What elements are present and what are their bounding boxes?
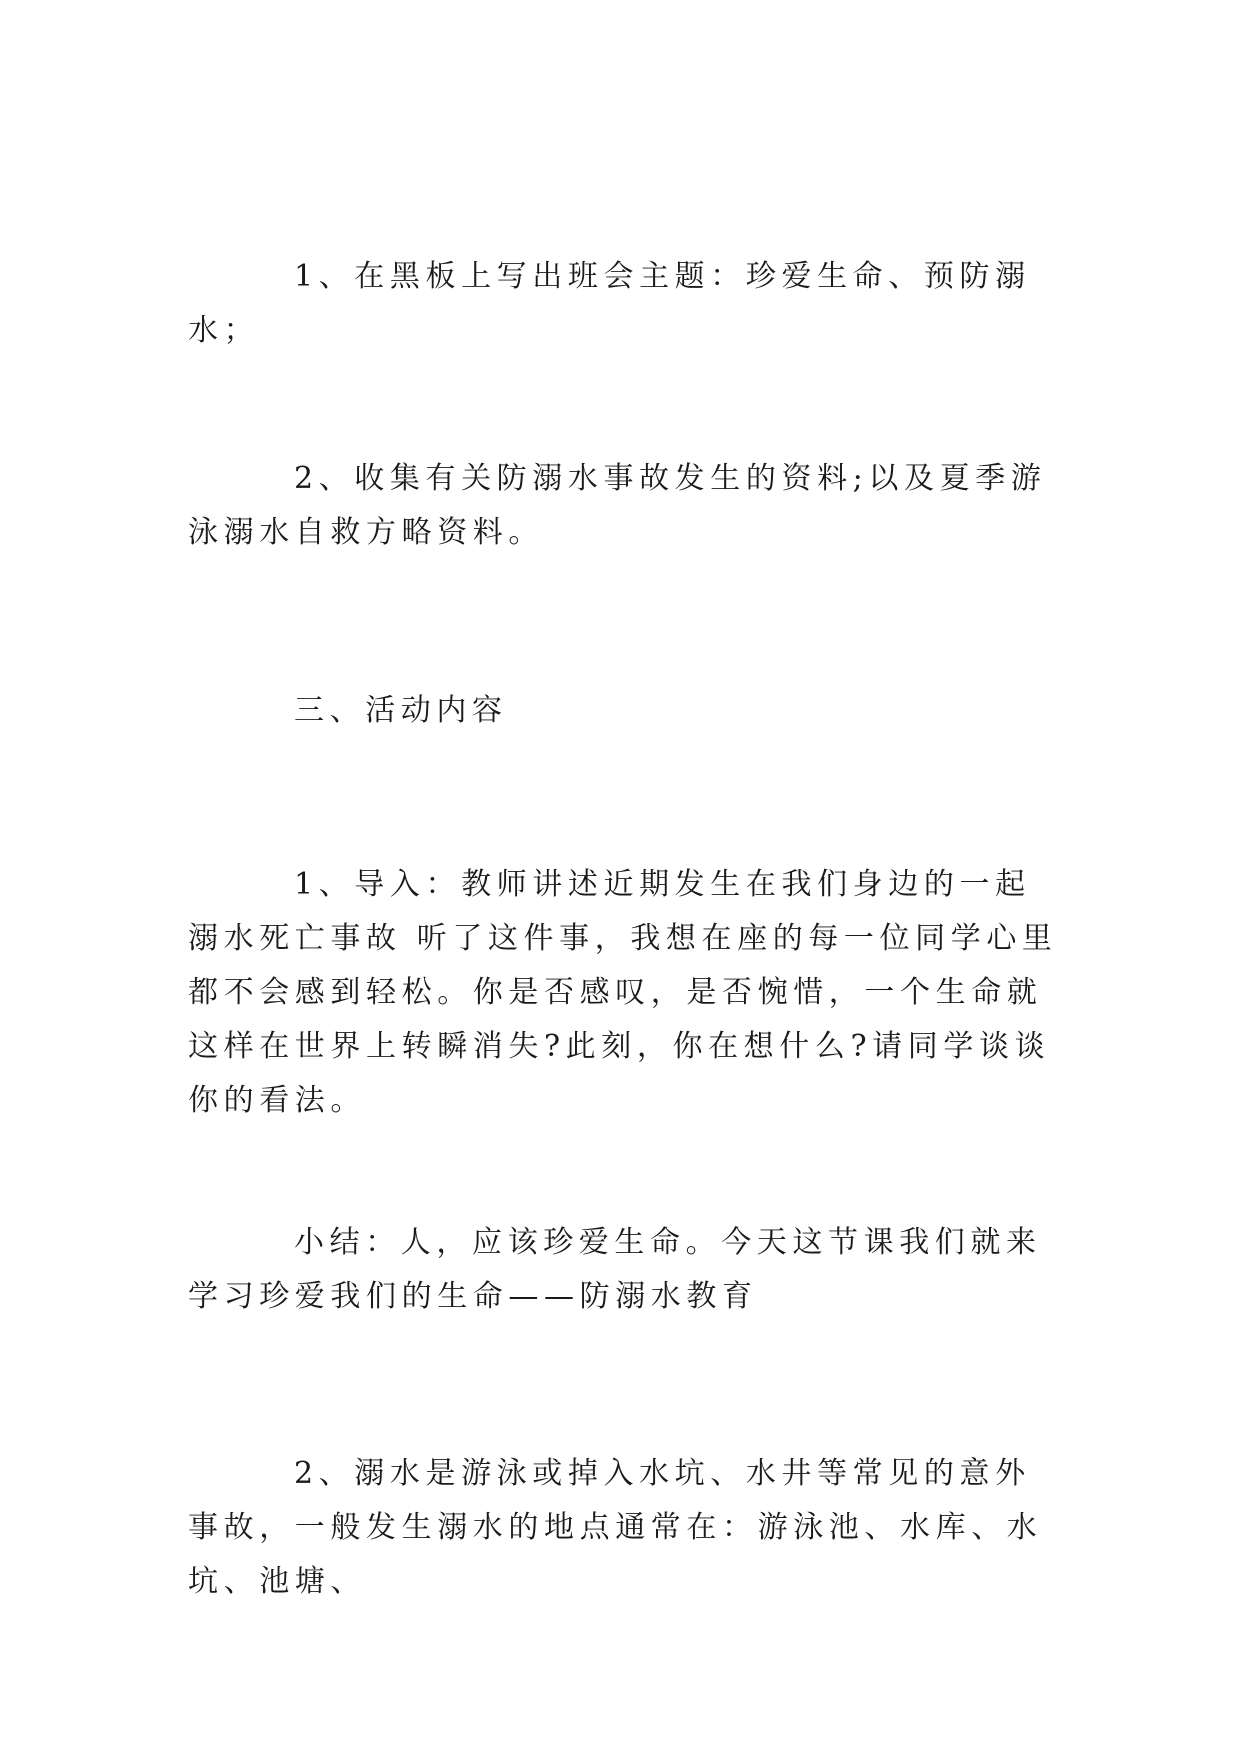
paragraph-collect-materials: 2、收集有关防溺水事故发生的资料;以及夏季游泳溺水自救方略资料。 [188, 461, 1047, 550]
section-heading-activity-content: 三、活动内容 [294, 693, 508, 728]
paragraph-drowning-locations: 2、溺水是游泳或掉入水坑、水井等常见的意外事故，一般发生溺水的地点通常在：游泳池、水库、水坑、池塘、 [188, 1456, 1043, 1599]
paragraph-introduction: 1、导入：教师讲述近期发生在我们身边的一起溺水死亡事故 听了这件事，我想在座的每一位同学心里都不会感到轻松。你是否感叹，是否惋惜，一个生命就这样在世界上转瞬消失?此刻，你在想什么?请同学谈谈你的看法。 [188, 867, 1058, 1118]
paragraph-class-meeting-theme: 1、在黑板上写出班会主题：珍爱生命、预防溺水； [188, 259, 1031, 348]
paragraph-summary: 小结：人，应该珍爱生命。今天这节课我们就来学习珍爱我们的生命——防溺水教育 [188, 1225, 1042, 1314]
